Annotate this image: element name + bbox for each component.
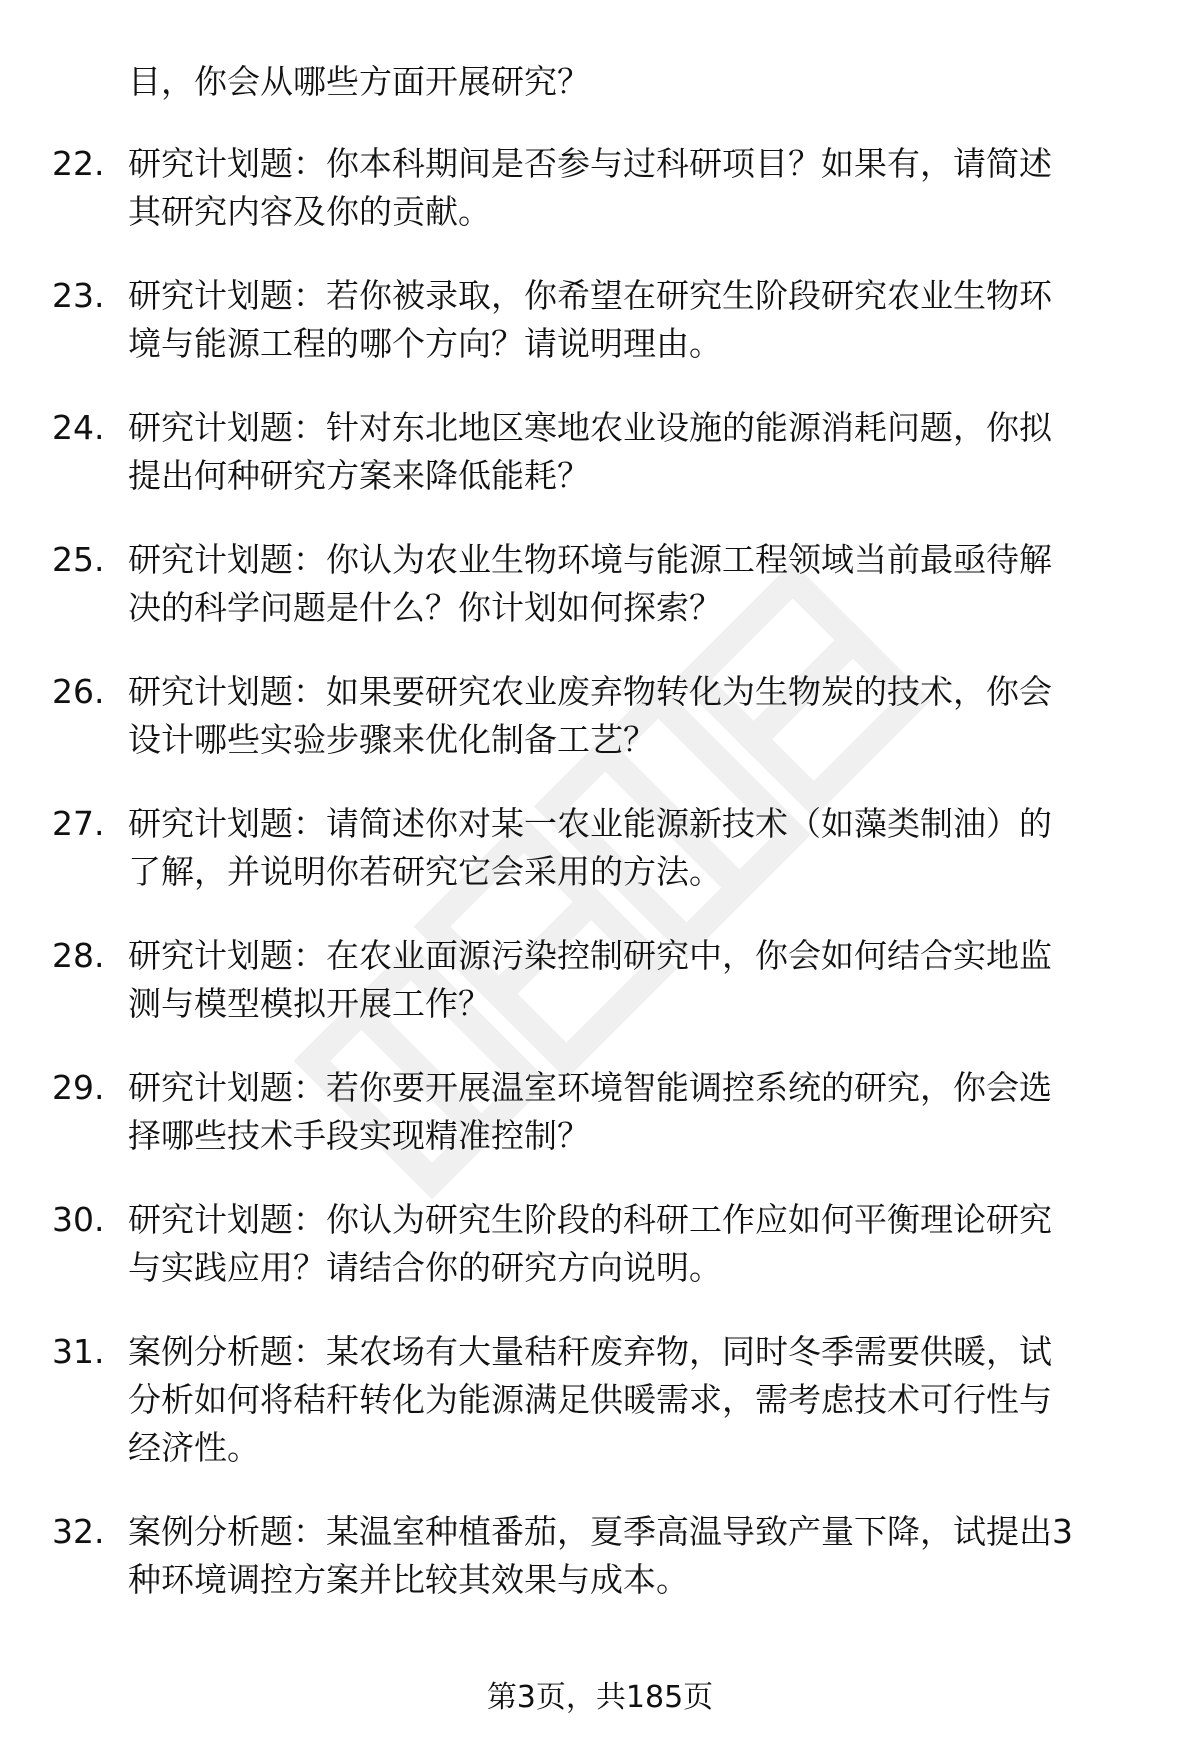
question-text-line: 研究计划题：你认为研究生阶段的科研工作应如何平衡理论研究 (128, 1200, 1052, 1239)
question-number: 25. (52, 540, 105, 579)
question-text-line: 研究计划题：你本科期间是否参与过科研项目？如果有，请简述 (128, 144, 1052, 183)
question-text (128, 668, 1140, 764)
question-text-line: 研究计划题：请简述你对某一农业能源新技术（如藻类制油）的 (128, 804, 1052, 843)
question-text (128, 800, 1140, 896)
question-text-line: 种环境调控方案并比较其效果与成本。 (128, 1560, 689, 1599)
question-text-line: 与实践应用？请结合你的研究方向说明。 (128, 1248, 722, 1287)
question-text-line: 研究计划题：若你被录取，你希望在研究生阶段研究农业生物环 (128, 276, 1052, 315)
page-number-footer: 第3页，共185页 (486, 1680, 714, 1715)
question-number: 23. (52, 276, 105, 315)
question-number: 24. (52, 408, 105, 447)
question-text (128, 1328, 1140, 1472)
question-list (0, 140, 1200, 1640)
question-item (0, 668, 1200, 764)
question-item (0, 404, 1200, 500)
question-item (0, 1196, 1200, 1292)
question-number: 27. (52, 804, 105, 843)
question-item (0, 536, 1200, 632)
question-text-line: 研究计划题：针对东北地区寒地农业设施的能源消耗问题，你拟 (128, 408, 1052, 447)
question-item (0, 140, 1200, 236)
question-item (0, 1508, 1200, 1604)
question-text (128, 1196, 1140, 1292)
question-number: 26. (52, 672, 105, 711)
question-text-line: 经济性。 (128, 1428, 260, 1467)
question-text (128, 272, 1140, 368)
question-text (128, 536, 1140, 632)
question-text-line: 案例分析题：某温室种植番茄，夏季高温导致产量下降，试提出3 (128, 1512, 1073, 1551)
question-number: 28. (52, 936, 105, 975)
question-text-line: 研究计划题：若你要开展温室环境智能调控系统的研究，你会选 (128, 1068, 1052, 1107)
question-text-line: 决的科学问题是什么？你计划如何探索？ (128, 588, 722, 627)
question-text (128, 1064, 1140, 1160)
question-item (0, 272, 1200, 368)
question-text-line: 境与能源工程的哪个方向？请说明理由。 (128, 324, 722, 363)
question-text-line: 分析如何将秸秆转化为能源满足供暖需求，需考虑技术可行性与 (128, 1380, 1052, 1419)
question-text-line: 测与模型模拟开展工作？ (128, 984, 491, 1023)
question-text-line: 研究计划题：在农业面源污染控制研究中，你会如何结合实地监 (128, 936, 1052, 975)
question-number: 29. (52, 1068, 105, 1107)
question-text-line: 案例分析题：某农场有大量秸秆废弃物，同时冬季需要供暖，试 (128, 1332, 1052, 1371)
question-number: 30. (52, 1200, 105, 1239)
question-text-line: 提出何种研究方案来降低能耗？ (128, 456, 590, 495)
question-item (0, 1328, 1200, 1472)
question-text (128, 932, 1140, 1028)
continuation-line: 目，你会从哪些方面开展研究？ (128, 62, 590, 101)
question-item (0, 932, 1200, 1028)
question-text-line: 其研究内容及你的贡献。 (128, 192, 491, 231)
question-number: 32. (52, 1512, 105, 1551)
question-text-line: 研究计划题：如果要研究农业废弃物转化为生物炭的技术，你会 (128, 672, 1052, 711)
question-text (128, 140, 1140, 236)
question-text-line: 了解，并说明你若研究它会采用的方法。 (128, 852, 722, 891)
question-number: 22. (52, 144, 105, 183)
question-text-line: 设计哪些实验步骤来优化制备工艺？ (128, 720, 656, 759)
question-item (0, 1064, 1200, 1160)
question-text (128, 404, 1140, 500)
question-item (0, 800, 1200, 896)
question-text (128, 1508, 1140, 1604)
question-text-line: 研究计划题：你认为农业生物环境与能源工程领域当前最亟待解 (128, 540, 1052, 579)
question-number: 31. (52, 1332, 105, 1371)
question-text-line: 择哪些技术手段实现精准控制？ (128, 1116, 590, 1155)
